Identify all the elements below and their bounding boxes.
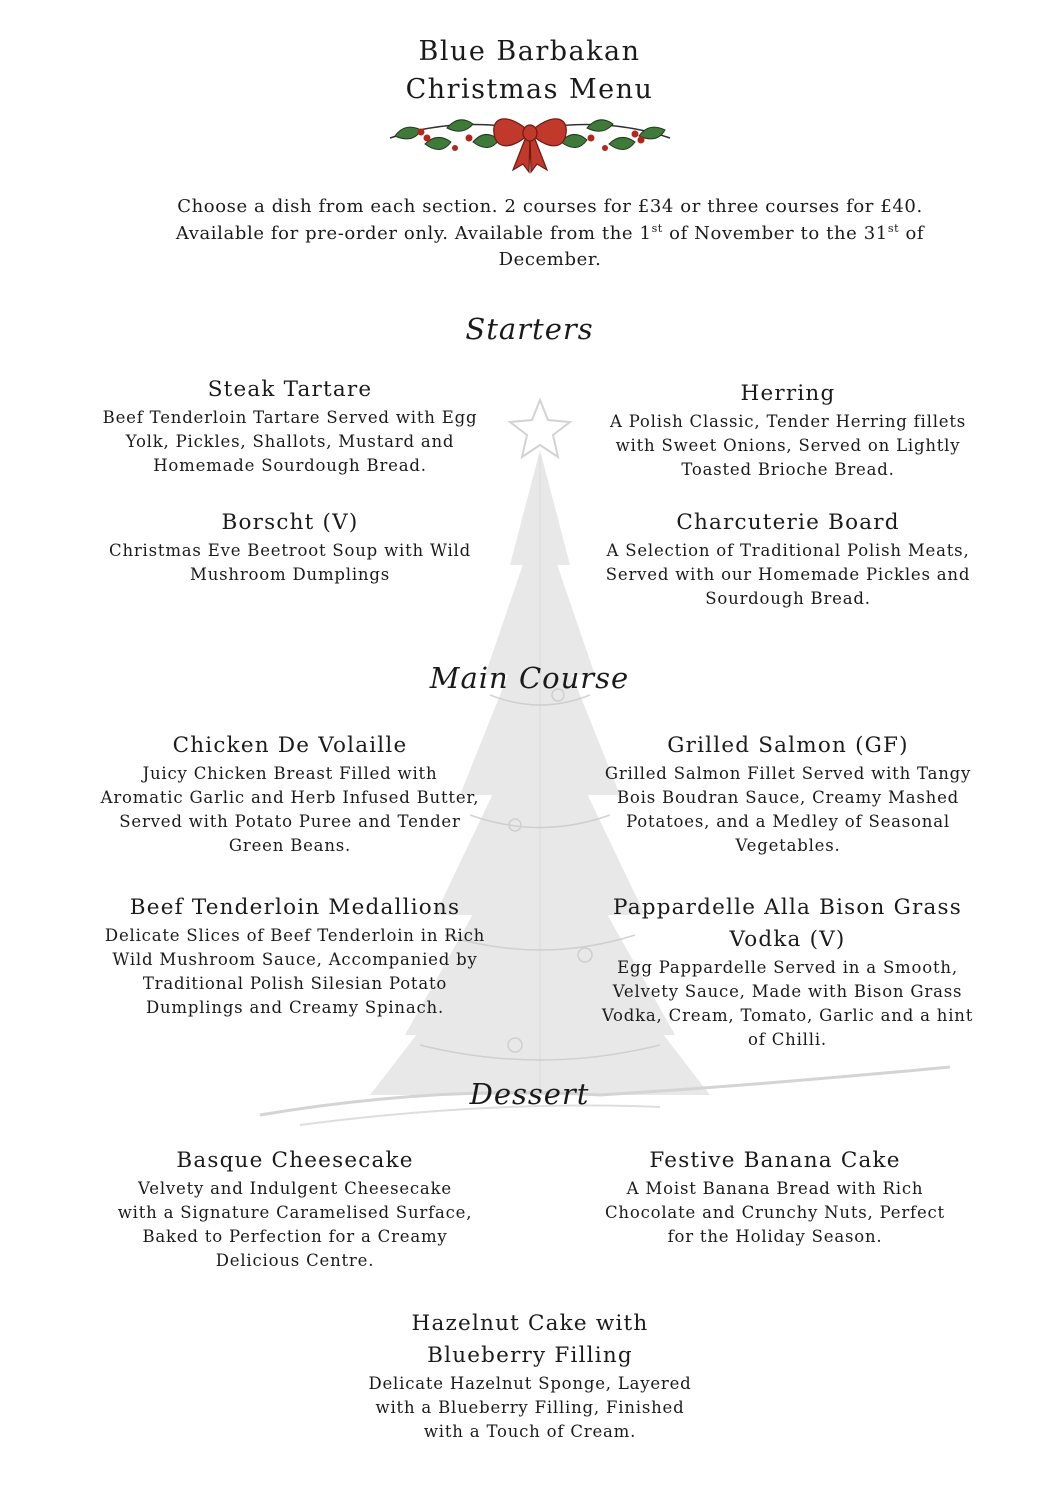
dish-name: Basque Cheesecake (176, 1148, 414, 1173)
dish-pappardelle (560, 892, 1015, 1052)
dish-name-line-2: Vodka (V) (729, 927, 846, 952)
dish-desc-line: Served with Potato Puree and Tender (119, 812, 461, 831)
intro-line-2-part-b: of November to the 31 (662, 222, 888, 244)
dish-desc-line: Delicate Hazelnut Sponge, Layered (368, 1374, 692, 1393)
dish-hazelnut-cake (300, 1308, 760, 1444)
dish-desc-line: Juicy Chicken Breast Filled with (142, 764, 438, 783)
dish-desc-line: Traditional Polish Silesian Potato (142, 974, 448, 993)
intro-line-2-part-c: of (899, 222, 925, 244)
dish-desc-line: A Selection of Traditional Polish Meats, (606, 541, 970, 560)
dish-borscht (70, 507, 510, 587)
dish-desc-line: Yolk, Pickles, Shallots, Mustard and (125, 432, 455, 451)
dish-desc-line: Delicate Slices of Beef Tenderloin in Rich (104, 926, 486, 945)
dish-desc-line: Wild Mushroom Sauce, Accompanied by (112, 950, 478, 969)
dish-name: Festive Banana Cake (649, 1148, 901, 1173)
dish-desc-line: Christmas Eve Beetroot Soup with Wild (109, 541, 471, 560)
dish-desc-line: Green Beans. (228, 836, 352, 855)
dish-desc-line: Velvety Sauce, Made with Bison Grass (612, 982, 963, 1001)
dish-desc-line: A Polish Classic, Tender Herring fillets (609, 412, 967, 431)
dish-name-line-2: Blueberry Filling (427, 1343, 633, 1368)
menu-title-line-1: Blue Barbakan (418, 36, 641, 67)
intro-sup-1: st (651, 221, 663, 235)
dish-name: Beef Tenderloin Medallions (129, 895, 461, 920)
dish-desc-line: Potatoes, and a Medley of Seasonal (626, 812, 950, 831)
dish-desc-line: with a Signature Caramelised Surface, (117, 1203, 473, 1222)
dish-desc-line: with Sweet Onions, Served on Lightly (615, 436, 961, 455)
dish-herring (568, 378, 1008, 482)
dish-grilled-salmon (568, 730, 1008, 858)
dish-desc-line: of Chilli. (748, 1030, 827, 1049)
section-title-main-course: Main Course (429, 661, 630, 695)
dish-name: Chicken De Volaille (172, 733, 408, 758)
dish-name: Grilled Salmon (GF) (667, 733, 909, 758)
dish-desc-line: Egg Pappardelle Served in a Smooth, (617, 958, 958, 977)
menu-title-line-2: Christmas Menu (405, 74, 654, 105)
dish-desc-line: Baked to Perfection for a Creamy (142, 1227, 448, 1246)
dish-desc-line: Served with our Homemade Pickles and (605, 565, 971, 584)
dish-name: Borscht (V) (221, 510, 359, 535)
dish-desc-line: Vegetables. (735, 836, 841, 855)
intro-sup-2: st (887, 221, 900, 235)
section-title-dessert: Dessert (469, 1077, 590, 1111)
dish-steak-tartare (70, 374, 510, 478)
dish-name: Herring (740, 381, 836, 406)
dish-name-line-1: Pappardelle Alla Bison Grass (613, 895, 962, 920)
dish-desc-line: Beef Tenderloin Tartare Served with Egg (102, 408, 478, 427)
intro-line-3: December. (498, 249, 602, 270)
dish-desc-line: Sourdough Bread. (705, 589, 871, 608)
dish-name: Steak Tartare (207, 377, 373, 402)
dish-desc-line: A Moist Banana Bread with Rich (626, 1179, 924, 1198)
intro-line-2 (110, 221, 990, 248)
section-title-starters: Starters (465, 312, 594, 346)
dish-desc-line: Delicious Centre. (215, 1251, 375, 1270)
dish-desc-line: Chocolate and Crunchy Nuts, Perfect (605, 1203, 945, 1222)
dish-festive-banana-cake (555, 1145, 995, 1249)
dish-desc-line: Dumplings and Creamy Spinach. (145, 998, 445, 1017)
dish-desc-line: for the Holiday Season. (667, 1227, 883, 1246)
dish-name: Charcuterie Board (676, 510, 900, 535)
dish-desc-line: Vodka, Cream, Tomato, Garlic and a hint (601, 1006, 974, 1025)
dish-desc-line: Aromatic Garlic and Herb Infused Butter, (100, 788, 480, 807)
dish-desc-line: Grilled Salmon Fillet Served with Tangy (604, 764, 972, 783)
dish-desc-line: Homemade Sourdough Bread. (153, 456, 427, 475)
intro-line-1: Choose a dish from each section. 2 courses for £34 or three courses for £40. (177, 196, 923, 217)
intro-line-2-part-a: Available for pre-order only. Available from the 1 (175, 222, 652, 244)
dish-desc-line: Mushroom Dumplings (190, 565, 390, 584)
dish-chicken-de-volaille (70, 730, 510, 858)
intro-text (110, 194, 990, 274)
dish-desc-line: with a Blueberry Filling, Finished (375, 1398, 685, 1417)
dish-charcuterie-board (568, 507, 1008, 611)
dish-beef-tenderloin-medallions (70, 892, 520, 1020)
dish-desc-line: Bois Boudran Sauce, Creamy Mashed (616, 788, 960, 807)
dish-name-line-1: Hazelnut Cake with (411, 1311, 649, 1336)
dish-desc-line: Velvety and Indulgent Cheesecake (138, 1179, 452, 1198)
dish-desc-line: Toasted Brioche Bread. (681, 460, 895, 479)
dish-basque-cheesecake (70, 1145, 520, 1273)
holly-bow-garland-icon (385, 108, 675, 176)
dish-desc-line: with a Touch of Cream. (423, 1422, 637, 1441)
